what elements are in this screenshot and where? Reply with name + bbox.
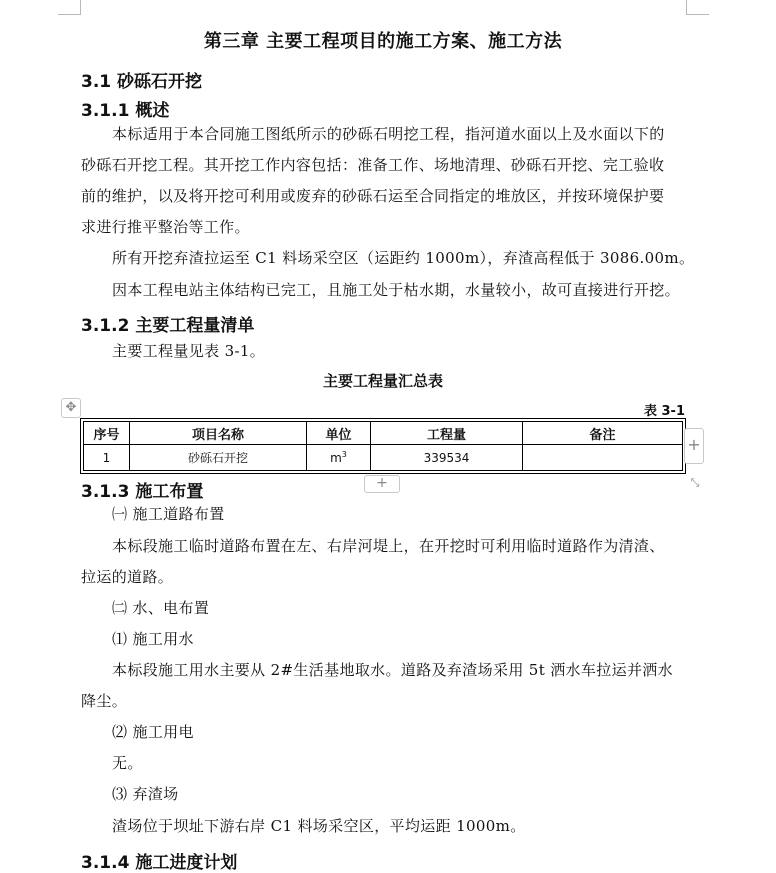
chapter-title: 第三章 主要工程项目的施工方案、施工方法: [203, 31, 563, 52]
overview-line-2: 砂砾石开挖工程。其开挖工作内容包括：准备工作、场地清理、砂砾石开挖、完工验收: [81, 156, 665, 174]
section-3-1-2-heading: 3.1.2 主要工程量清单: [81, 316, 255, 336]
overview-line-3: 前的维护，以及将开挖可利用或废弃的砂砾石运至合同指定的堆放区，并按环境保护要: [81, 187, 665, 205]
overview-paragraph-3: 因本工程电站主体结构已完工，且施工处于枯水期，水量较小，故可直接进行开挖。: [112, 281, 680, 299]
overview-line-4: 求进行推平整治等工作。: [81, 218, 250, 236]
section-3-1-1-heading: 3.1.1 概述: [81, 101, 170, 121]
water-line-2: 降尘。: [81, 692, 128, 710]
unit-text: m: [330, 451, 342, 465]
move-icon[interactable]: ✥: [61, 398, 81, 418]
overview-line-1: 本标适用于本合同施工图纸所示的砂砾石明挖工程，指河道水面以上及水面以下的: [112, 125, 665, 143]
add-row-plus-icon[interactable]: +: [364, 475, 400, 493]
cell-no[interactable]: 1: [84, 445, 130, 471]
power-text: 无。: [112, 754, 143, 772]
road-line-2: 拉运的道路。: [81, 568, 174, 586]
item-water-heading: ⑴ 施工用水: [112, 630, 194, 648]
item-power-heading: ⑵ 施工用电: [112, 723, 194, 741]
item-spoil-heading: ⑶ 弃渣场: [112, 785, 179, 803]
header-quantity[interactable]: 工程量: [371, 422, 523, 445]
cell-note[interactable]: [523, 445, 683, 471]
cell-unit[interactable]: [307, 445, 371, 471]
table-number: 表 3-1: [643, 404, 685, 419]
quantity-table[interactable]: [83, 421, 683, 471]
header-item-name[interactable]: 项目名称: [130, 422, 307, 445]
section-3-1-3-heading: 3.1.3 施工布置: [81, 482, 204, 502]
table-row: [84, 445, 683, 471]
add-column-plus-icon[interactable]: +: [684, 428, 704, 464]
section-3-1-heading: 3.1 砂砾石开挖: [81, 72, 203, 92]
resize-icon[interactable]: ⤡: [687, 475, 703, 491]
page-corner-mark-left: [58, 0, 81, 15]
header-no[interactable]: 序号: [84, 422, 130, 445]
subsection-water-power-heading: ㈡ 水、电布置: [112, 599, 210, 617]
overview-paragraph-2: 所有开挖弃渣拉运至 C1 料场采空区（运距约 1000m），弃渣高程低于 3086.00m。: [112, 249, 695, 267]
spoil-text: 渣场位于坝址下游右岸 C1 料场采空区，平均运距 1000m。: [112, 817, 526, 835]
cell-item-name[interactable]: 砂砾石开挖: [130, 445, 307, 471]
table-caption: 主要工程量汇总表: [322, 372, 443, 390]
road-line-1: 本标段施工临时道路布置在左、右岸河堤上，在开挖时可利用临时道路作为清渣、: [112, 537, 665, 555]
header-note[interactable]: 备注: [523, 422, 683, 445]
quantity-intro: 主要工程量见表 3-1。: [112, 342, 266, 360]
subsection-road-heading: ㈠ 施工道路布置: [112, 505, 225, 523]
cell-quantity[interactable]: 339534: [371, 445, 523, 471]
unit-superscript: 3: [341, 450, 347, 459]
page-corner-mark-right: [686, 0, 709, 15]
section-3-1-4-heading: 3.1.4 施工进度计划: [81, 853, 238, 873]
water-line-1: 本标段施工用水主要从 2#生活基地取水。道路及弃渣场采用 5t 洒水车拉运并洒水: [112, 661, 673, 679]
header-unit[interactable]: 单位: [307, 422, 371, 445]
table-header-row: [84, 422, 683, 445]
